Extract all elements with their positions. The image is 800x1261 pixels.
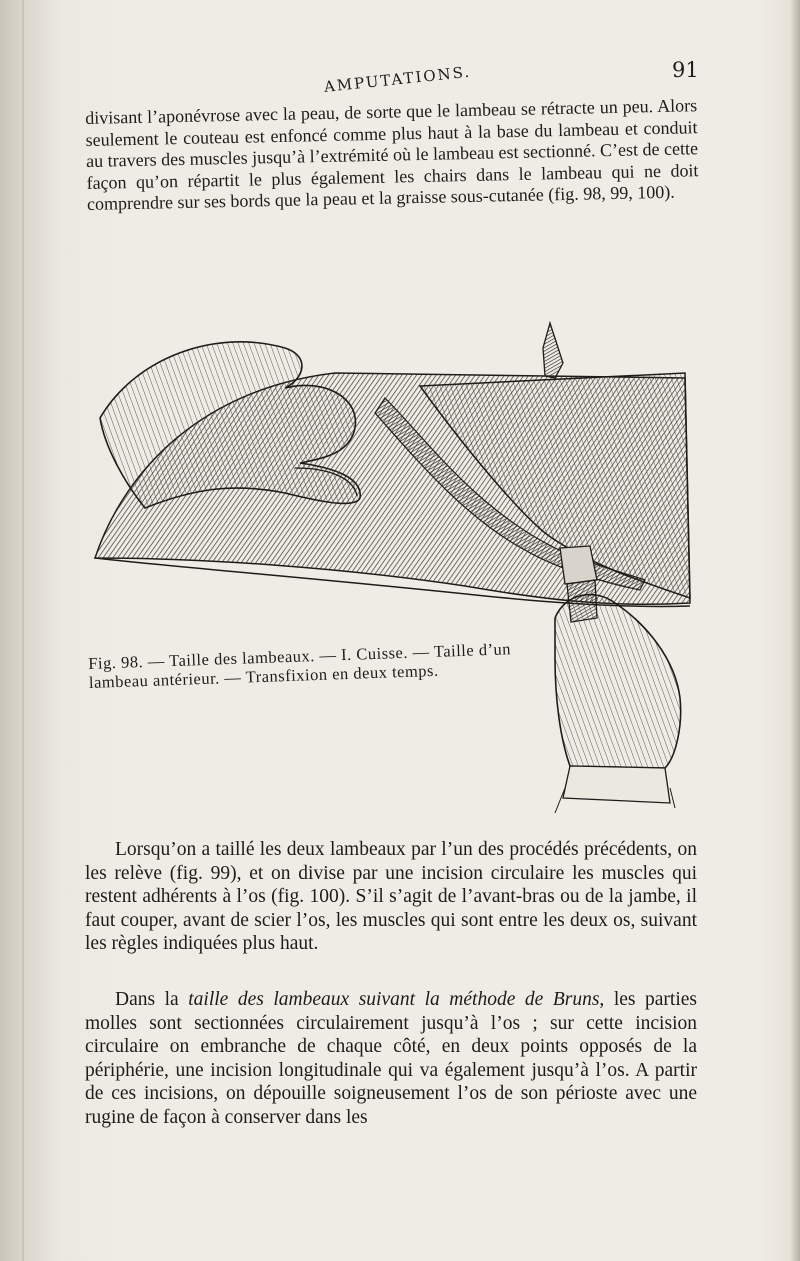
left-hand-drawing	[100, 342, 360, 508]
gutter-shadow	[22, 0, 24, 1261]
right-hand-drawing	[555, 595, 681, 813]
paragraph-2-rest: , les parties molles sont sectionnées circulairement jusqu’à l’os ; sur cette incision circulaire on embranche de chaque côté, en deux points opposés de la périphérie, une incision longitudinale qui va également jusqu’à l’os. A partir de ces incisions, on dépouille soigneusement l’os de son périoste avec une rugine de façon à conserver dans les	[85, 989, 698, 1128]
paragraph-1	[85, 838, 697, 956]
page-edge-shadow	[790, 0, 800, 1261]
page-number: 91	[672, 58, 699, 82]
paragraph-1-text: Lorsqu’on a taillé les deux lambeaux par l’un des procédés précédents, on les relève (fig. 99), et on divise par une incision circulaire les muscles qui restent adhérents à l’os (fig. 100). S’il s’agit de l’avant-bras ou de la jambe, il faut couper, avant de scier l’os, les muscles qui sont entre les deux os, suivant les règles indiquées plus haut.	[85, 839, 697, 955]
paragraph-top: divisant l’aponévrose avec la peau, de sorte que le lambeau se rétracte un peu. Alors seulement le couteau est enfoncé comme plus haut à la base du lambeau et conduit au travers des muscles jusqu’à l’extrémité où le lambeau est sectionné. C’est de cette façon qu’on répartit le plus également les chairs dans le lambeau qui ne doit comprendre sur ses bords que la peau et la graisse sous-cutanée (fig. 98, 99, 100).	[85, 95, 699, 214]
paragraph-2-italic: taille des lambeaux suivant la méthode de Bruns	[188, 989, 600, 1010]
figure-caption: Fig. 98. — Taille des lambeaux. — I. Cuisse. — Taille d’un lambeau antérieur. — Transfixion en deux temps.	[87, 639, 512, 692]
paragraph-2	[85, 988, 697, 1130]
paragraph-2-start: Dans la	[115, 989, 189, 1010]
amputation-illustration	[85, 318, 695, 818]
running-title: AMPUTATIONS.	[323, 62, 472, 96]
knife-blade-drawing	[543, 323, 563, 378]
